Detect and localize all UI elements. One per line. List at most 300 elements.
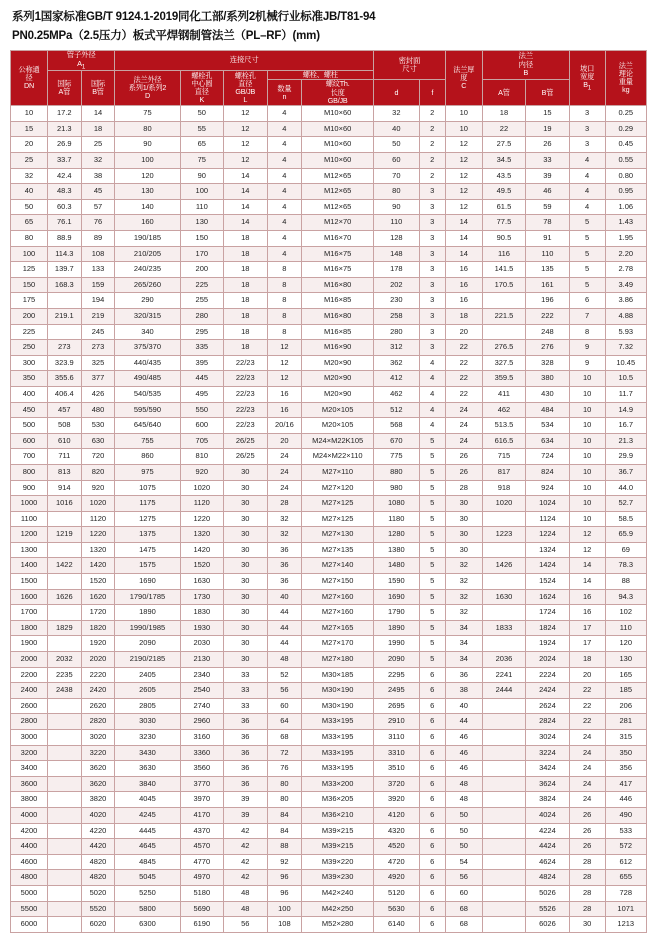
table-cell: 21.3: [47, 121, 81, 137]
table-cell: 50: [445, 823, 482, 839]
table-cell: 10: [569, 386, 605, 402]
table-cell: 490: [605, 807, 646, 823]
table-cell: 161: [526, 277, 570, 293]
table-cell: 30: [224, 652, 267, 668]
table-cell: 280: [374, 324, 420, 340]
table-cell: 3110: [374, 730, 420, 746]
table-cell: 5: [419, 620, 445, 636]
table-cell: 165: [605, 667, 646, 683]
table-cell: 595/590: [115, 402, 180, 418]
table-cell: 48: [445, 776, 482, 792]
table-cell: 72: [267, 745, 302, 761]
table-cell: 30: [224, 480, 267, 496]
table-cell: 3024: [526, 730, 570, 746]
table-cell: 2030: [180, 636, 223, 652]
table-cell: 2220: [81, 667, 115, 683]
table-cell: [482, 730, 525, 746]
cell-dn: 4400: [11, 839, 48, 855]
table-cell: 4: [569, 199, 605, 215]
table-row: [11, 464, 647, 480]
table-cell: 38: [445, 683, 482, 699]
table-cell: 2: [419, 153, 445, 169]
table-cell: 426: [81, 386, 115, 402]
cell-dn: 2600: [11, 698, 48, 714]
table-cell: 116: [482, 246, 525, 262]
table-cell: 3630: [115, 761, 180, 777]
table-body: [11, 106, 647, 932]
table-cell: 2020: [81, 652, 115, 668]
table-cell: 1213: [605, 917, 646, 933]
table-cell: 817: [482, 464, 525, 480]
table-cell: 813: [47, 464, 81, 480]
table-cell: 96: [267, 885, 302, 901]
table-cell: 1626: [47, 589, 81, 605]
table-cell: 1424: [526, 558, 570, 574]
table-cell: [47, 293, 81, 309]
table-cell: [482, 776, 525, 792]
table-cell: 44: [267, 620, 302, 636]
table-cell: M20×105: [302, 402, 374, 418]
table-cell: 2190/2185: [115, 652, 180, 668]
cell-dn: 20: [11, 137, 48, 153]
table-cell: 3820: [81, 792, 115, 808]
table-cell: 600: [180, 418, 223, 434]
table-cell: 3.49: [605, 277, 646, 293]
table-cell: 30: [224, 636, 267, 652]
table-cell: 1524: [526, 574, 570, 590]
table-cell: 3310: [374, 745, 420, 761]
table-cell: 69: [605, 542, 646, 558]
table-row: [11, 854, 647, 870]
table-cell: 30: [224, 542, 267, 558]
table-cell: 4770: [180, 854, 223, 870]
cell-dn: 4600: [11, 854, 48, 870]
page-title-line1: 系列1国家标准GB/T 9124.1-2019同化工部/系列2机械行业标准JB/T81-94: [12, 11, 376, 23]
table-row: [11, 168, 647, 184]
table-cell: M10×60: [302, 153, 374, 169]
table-cell: 64: [267, 714, 302, 730]
table-cell: 1180: [374, 511, 420, 527]
table-cell: 1324: [526, 542, 570, 558]
table-cell: 36: [224, 730, 267, 746]
table-cell: [482, 917, 525, 933]
table-cell: 920: [180, 464, 223, 480]
table-row: [11, 589, 647, 605]
table-cell: M36×210: [302, 807, 374, 823]
table-cell: 810: [180, 449, 223, 465]
table-cell: 110: [526, 246, 570, 262]
table-cell: 1422: [47, 558, 81, 574]
table-cell: M42×240: [302, 885, 374, 901]
table-cell: 670: [374, 433, 420, 449]
table-cell: 22/23: [224, 386, 267, 402]
table-row: [11, 807, 647, 823]
table-cell: 36: [267, 558, 302, 574]
table-cell: 490/485: [115, 371, 180, 387]
table-cell: 24: [569, 792, 605, 808]
table-cell: 219: [81, 308, 115, 324]
table-cell: 25: [81, 137, 115, 153]
table-cell: 26.9: [47, 137, 81, 153]
table-cell: 5: [419, 511, 445, 527]
table-cell: 68: [267, 730, 302, 746]
cell-dn: 500: [11, 418, 48, 434]
table-cell: 2624: [526, 698, 570, 714]
cell-dn: 250: [11, 340, 48, 356]
table-cell: 222: [526, 308, 570, 324]
table-cell: 225: [180, 277, 223, 293]
table-cell: 16: [445, 262, 482, 278]
table-cell: 221.5: [482, 308, 525, 324]
table-cell: 18: [482, 106, 525, 122]
table-cell: 44: [267, 605, 302, 621]
table-cell: 1024: [526, 496, 570, 512]
table-cell: 4: [267, 246, 302, 262]
table-cell: 4: [419, 355, 445, 371]
table-cell: 14: [569, 558, 605, 574]
table-cell: 26: [445, 449, 482, 465]
table-cell: 3620: [81, 761, 115, 777]
table-cell: 2960: [180, 714, 223, 730]
table-cell: M27×165: [302, 620, 374, 636]
table-cell: 10.45: [605, 355, 646, 371]
table-cell: 170.5: [482, 277, 525, 293]
table-cell: 1320: [81, 542, 115, 558]
table-cell: M16×75: [302, 262, 374, 278]
table-cell: 219.1: [47, 308, 81, 324]
cell-dn: 4800: [11, 870, 48, 886]
table-cell: M16×85: [302, 293, 374, 309]
table-cell: M52×280: [302, 917, 374, 933]
table-cell: 4: [267, 137, 302, 153]
table-cell: 18: [224, 277, 267, 293]
table-cell: M36×205: [302, 792, 374, 808]
table-cell: 26/25: [224, 449, 267, 465]
table-cell: 16: [569, 605, 605, 621]
table-cell: M27×160: [302, 605, 374, 621]
table-cell: 22: [482, 121, 525, 137]
col-group-bolt-stud: 螺栓、螺柱: [267, 71, 374, 80]
table-cell: 406.4: [47, 386, 81, 402]
cell-dn: 5000: [11, 885, 48, 901]
table-cell: 1724: [526, 605, 570, 621]
cell-dn: 4200: [11, 823, 48, 839]
table-cell: 1575: [115, 558, 180, 574]
table-cell: 1480: [374, 558, 420, 574]
table-cell: 18: [224, 262, 267, 278]
table-cell: 33: [224, 667, 267, 683]
table-cell: 350: [605, 745, 646, 761]
table-cell: 170: [180, 246, 223, 262]
col-thread: 螺纹Th. 长度 GB/JB: [302, 80, 374, 106]
table-cell: M20×105: [302, 418, 374, 434]
table-cell: 17.2: [47, 106, 81, 122]
table-cell: 276.5: [482, 340, 525, 356]
table-cell: 1730: [180, 589, 223, 605]
table-cell: 245: [81, 324, 115, 340]
cell-dn: 1700: [11, 605, 48, 621]
table-cell: [482, 901, 525, 917]
table-cell: 3: [419, 340, 445, 356]
table-cell: 57: [81, 199, 115, 215]
table-cell: 4020: [81, 807, 115, 823]
table-cell: 32: [445, 574, 482, 590]
table-cell: 824: [526, 464, 570, 480]
table-cell: 84: [267, 807, 302, 823]
table-cell: 50: [180, 106, 223, 122]
table-row: [11, 137, 647, 153]
table-cell: 3: [419, 277, 445, 293]
table-cell: 914: [47, 480, 81, 496]
cell-dn: 25: [11, 153, 48, 169]
table-cell: [482, 839, 525, 855]
table-cell: 4: [267, 184, 302, 200]
table-cell: 8: [267, 308, 302, 324]
table-row: [11, 574, 647, 590]
table-cell: 880: [374, 464, 420, 480]
cell-dn: 80: [11, 231, 48, 247]
table-cell: 1630: [482, 589, 525, 605]
table-cell: 33: [224, 698, 267, 714]
table-cell: 48: [445, 792, 482, 808]
table-cell: [47, 901, 81, 917]
table-cell: 190/185: [115, 231, 180, 247]
table-cell: M27×150: [302, 574, 374, 590]
table-cell: 14: [445, 231, 482, 247]
table-cell: 645/640: [115, 418, 180, 434]
table-cell: 56: [445, 870, 482, 886]
table-cell: 6: [419, 839, 445, 855]
table-row: [11, 433, 647, 449]
table-cell: 3: [419, 293, 445, 309]
table-cell: 14.9: [605, 402, 646, 418]
table-cell: M20×90: [302, 371, 374, 387]
table-cell: 114.3: [47, 246, 81, 262]
table-cell: 108: [267, 917, 302, 933]
table-cell: 28: [569, 885, 605, 901]
table-cell: 76: [267, 761, 302, 777]
table-cell: 12: [224, 137, 267, 153]
table-cell: 6: [419, 885, 445, 901]
table-cell: 70: [374, 168, 420, 184]
table-cell: 14: [224, 168, 267, 184]
table-cell: 6: [569, 293, 605, 309]
table-cell: 52.7: [605, 496, 646, 512]
table-cell: 6: [419, 823, 445, 839]
table-cell: 32: [445, 605, 482, 621]
table-cell: 3770: [180, 776, 223, 792]
table-cell: 6: [419, 761, 445, 777]
table-cell: 4: [267, 199, 302, 215]
table-cell: M20×90: [302, 386, 374, 402]
table-cell: 1920: [81, 636, 115, 652]
table-cell: 26: [526, 137, 570, 153]
table-cell: 918: [482, 480, 525, 496]
table-cell: 10: [445, 106, 482, 122]
table-cell: 4424: [526, 839, 570, 855]
table-cell: 2424: [526, 683, 570, 699]
table-cell: 24: [569, 776, 605, 792]
table-cell: 27.5: [482, 137, 525, 153]
table-cell: 110: [180, 199, 223, 215]
table-cell: 4420: [81, 839, 115, 855]
table-cell: 280: [180, 308, 223, 324]
table-cell: 5: [419, 542, 445, 558]
table-cell: M42×250: [302, 901, 374, 917]
table-cell: 135: [526, 262, 570, 278]
table-cell: M24×M22K105: [302, 433, 374, 449]
table-cell: 4: [267, 153, 302, 169]
table-cell: 12: [267, 371, 302, 387]
table-cell: [482, 885, 525, 901]
table-cell: [482, 636, 525, 652]
table-cell: 22: [445, 355, 482, 371]
table-cell: 2495: [374, 683, 420, 699]
table-cell: 2090: [374, 652, 420, 668]
table-cell: 4370: [180, 823, 223, 839]
table-cell: 2605: [115, 683, 180, 699]
table-cell: 94.3: [605, 589, 646, 605]
table-cell: 6: [419, 698, 445, 714]
table-cell: 4445: [115, 823, 180, 839]
table-cell: 924: [526, 480, 570, 496]
table-cell: 12: [445, 153, 482, 169]
table-cell: [482, 511, 525, 527]
table-cell: M39×220: [302, 854, 374, 870]
table-row: [11, 231, 647, 247]
table-row: [11, 745, 647, 761]
table-cell: 1790: [374, 605, 420, 621]
cell-dn: 800: [11, 464, 48, 480]
table-row: [11, 340, 647, 356]
table-cell: M27×120: [302, 480, 374, 496]
table-cell: 30: [224, 589, 267, 605]
table-cell: 4: [419, 386, 445, 402]
table-cell: [482, 807, 525, 823]
table-cell: 258: [374, 308, 420, 324]
table-cell: 76: [81, 215, 115, 231]
table-cell: 1120: [180, 496, 223, 512]
table-cell: M39×215: [302, 823, 374, 839]
table-cell: 196: [526, 293, 570, 309]
table-cell: 4: [267, 215, 302, 231]
table-cell: 273: [81, 340, 115, 356]
table-cell: 1824: [526, 620, 570, 636]
col-weight: 法兰 理论 重量 kg: [605, 51, 646, 106]
table-cell: 1.06: [605, 199, 646, 215]
table-cell: 513.5: [482, 418, 525, 434]
table-cell: [47, 917, 81, 933]
cell-dn: 6000: [11, 917, 48, 933]
table-row: [11, 511, 647, 527]
table-cell: 22/23: [224, 402, 267, 418]
table-cell: 12: [569, 527, 605, 543]
table-cell: 22: [569, 683, 605, 699]
table-cell: 32: [445, 589, 482, 605]
table-cell: 42: [224, 870, 267, 886]
table-cell: 39: [224, 807, 267, 823]
table-cell: 159: [81, 277, 115, 293]
table-cell: [482, 605, 525, 621]
table-cell: 4: [419, 418, 445, 434]
table-cell: 2.78: [605, 262, 646, 278]
table-cell: 16: [445, 293, 482, 309]
table-cell: 10: [569, 464, 605, 480]
table-cell: 3624: [526, 776, 570, 792]
table-cell: 4: [569, 168, 605, 184]
col-pipe-a: 国际 A管: [47, 71, 81, 106]
table-cell: M12×70: [302, 215, 374, 231]
cell-dn: 3600: [11, 776, 48, 792]
table-cell: 185: [605, 683, 646, 699]
table-cell: [47, 730, 81, 746]
table-cell: [482, 792, 525, 808]
table-cell: 130: [180, 215, 223, 231]
table-cell: 720: [81, 449, 115, 465]
table-cell: 6: [419, 667, 445, 683]
table-cell: 4: [419, 371, 445, 387]
table-cell: 5630: [374, 901, 420, 917]
table-cell: 29.9: [605, 449, 646, 465]
table-cell: 1720: [81, 605, 115, 621]
table-cell: 30: [224, 574, 267, 590]
table-cell: 59: [526, 199, 570, 215]
table-cell: 48.3: [47, 184, 81, 200]
cell-dn: 225: [11, 324, 48, 340]
table-row: [11, 870, 647, 886]
table-cell: 3720: [374, 776, 420, 792]
table-cell: 1016: [47, 496, 81, 512]
table-cell: 3160: [180, 730, 223, 746]
table-cell: 61.5: [482, 199, 525, 215]
table-cell: 340: [115, 324, 180, 340]
table-cell: 108: [81, 246, 115, 262]
table-cell: 90: [180, 168, 223, 184]
table-cell: 5: [419, 527, 445, 543]
table-cell: 30: [224, 511, 267, 527]
table-cell: 12: [445, 137, 482, 153]
table-cell: 616.5: [482, 433, 525, 449]
col-group-seal-face: 密封面 尺寸: [374, 51, 446, 80]
table-cell: 20/16: [267, 418, 302, 434]
table-cell: 22: [569, 714, 605, 730]
table-cell: 412: [374, 371, 420, 387]
table-cell: [482, 745, 525, 761]
cell-dn: 2200: [11, 667, 48, 683]
table-cell: M16×85: [302, 324, 374, 340]
table-cell: 36.7: [605, 464, 646, 480]
table-cell: 14: [81, 106, 115, 122]
table-cell: 12: [224, 121, 267, 137]
table-cell: 14: [445, 246, 482, 262]
table-cell: [47, 823, 81, 839]
table-cell: 5: [419, 464, 445, 480]
table-cell: 1833: [482, 620, 525, 636]
table-cell: 128: [374, 231, 420, 247]
table-cell: 24: [569, 730, 605, 746]
table-cell: 28: [445, 480, 482, 496]
table-cell: 120: [605, 636, 646, 652]
col-flange-thickness: 法兰厚 度 C: [445, 51, 482, 106]
table-cell: 6: [419, 917, 445, 933]
table-cell: 4024: [526, 807, 570, 823]
table-cell: 3.86: [605, 293, 646, 309]
table-row: [11, 652, 647, 668]
table-cell: 18: [224, 246, 267, 262]
table-cell: 4820: [81, 854, 115, 870]
table-cell: 3: [569, 106, 605, 122]
table-cell: 568: [374, 418, 420, 434]
